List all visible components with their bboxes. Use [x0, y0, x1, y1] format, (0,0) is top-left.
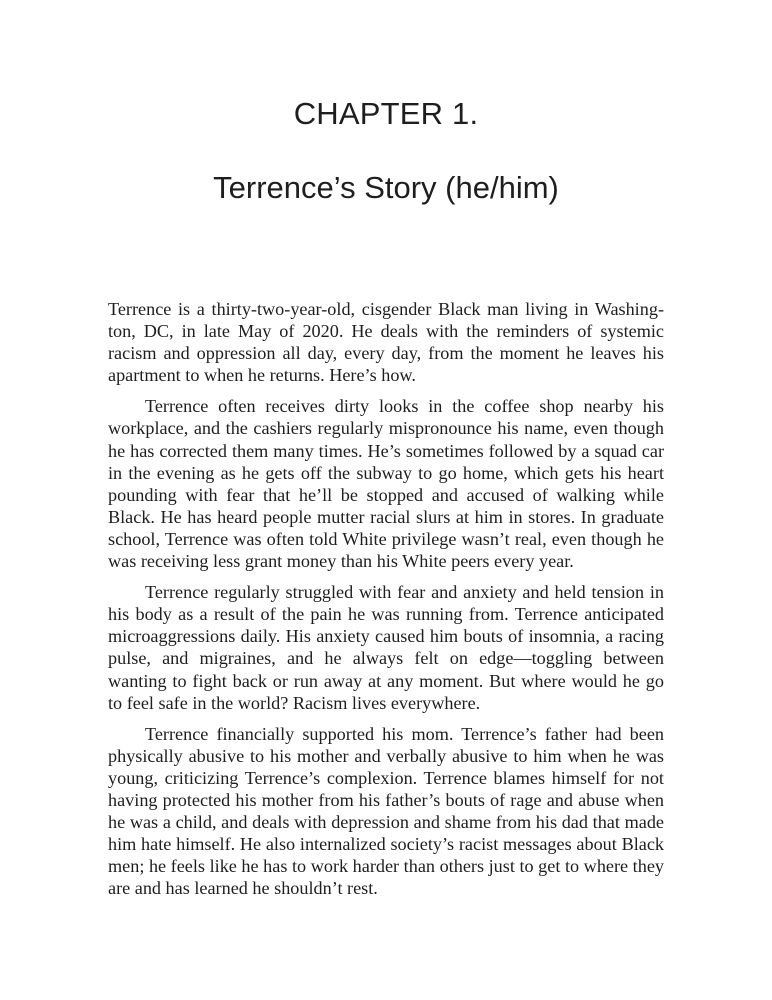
paragraph: Terrence is a thirty-two-year-old, cisgender Black man living in Washington, DC, in late May of 2020. He deals with the reminders of systemic racism and oppression all day, every day, from the moment he leaves his apartment to when he returns. Here’s how. [108, 299, 664, 386]
chapter-number: CHAPTER 1. [293, 96, 479, 131]
paragraph: Terrence often receives dirty looks in the coffee shop nearby his workplace, and the cashiers regularly mispronounce his name, even though he has corrected them many times. He’s sometimes followed by a squad car in the evening as he gets off the subway to go home, which gets his heart pounding with fear that he’ll be stopped and accused of walking while Black. He has heard people mutter racial slurs at him in stores. In graduate school, Terrence was often told White privilege wasn’t real, even though he was receiving less grant money than his White peers every year. [108, 396, 664, 572]
paragraph: Terrence regularly struggled with fear and anxiety and held tension in his body as a result of the pain he was running from. Terrence anticipated microaggressions daily. His anxiety caused him bouts of insomnia, a racing pulse, and migraines, and he always felt on edge—toggling between wanting to fight back or run away at any moment. But where would he go to feel safe in the world? Racism lives everywhere. [108, 582, 664, 713]
paragraph: Terrence financially supported his mom. Terrence’s father had been physically abusive to his mother and verbally abusive to him when he was young, criticizing Terrence’s complexion. Terrence blames himself for not having protected his mother from his father’s bouts of rage and abuse when he was a child, and deals with depression and shame from his dad that made him hate himself. He also internalized society’s racist messages about Black men; he feels like he has to work harder than others just to get to where they are and has learned he shouldn’t rest. [108, 723, 664, 899]
chapter-title: Terrence’s Story (he/him) [213, 170, 559, 205]
chapter-body [108, 298, 664, 908]
